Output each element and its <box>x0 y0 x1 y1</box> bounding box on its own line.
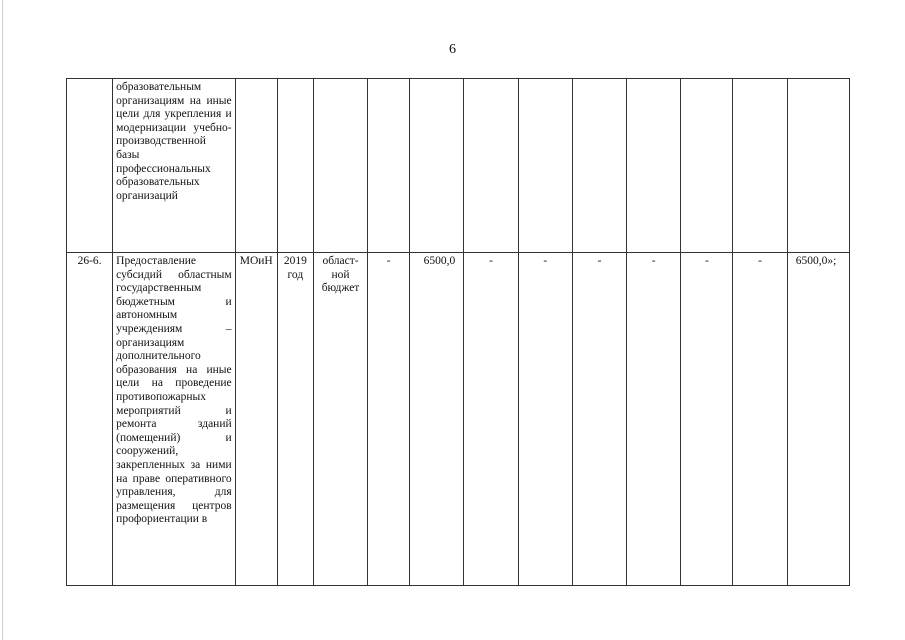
budget-table <box>66 78 850 586</box>
page-left-edge <box>2 0 3 640</box>
cell-year: 2019 год <box>277 253 313 586</box>
cell-year <box>277 79 313 253</box>
cell-col7: - <box>464 253 518 586</box>
cell-executor <box>235 79 277 253</box>
cell-executor: МОиН <box>235 253 277 586</box>
cell-num <box>67 79 113 253</box>
cell-col8 <box>518 79 572 253</box>
cell-description: Предоставление субсидий областным государственным бюджетным и автономным учреждениям – организациям дополнительного образования на иные цели на проведение противопожарных мероприятий и ремонта зданий (помещений) и сооружений, закрепленных за ними на праве оперативного управления, для размещения центров профориентации в <box>113 253 235 586</box>
table-row <box>67 253 850 586</box>
cell-col7 <box>464 79 518 253</box>
cell-col11: - <box>681 253 733 586</box>
cell-col8: - <box>518 253 572 586</box>
cell-col9: - <box>572 253 626 586</box>
cell-description: образовательным организациям на иные цели для укрепления и модернизации учебно-производственной базы профессиональных образовательных организаций <box>113 79 235 253</box>
cell-total <box>787 79 849 253</box>
cell-col12 <box>733 79 787 253</box>
cell-num: 26-6. <box>67 253 113 586</box>
cell-col11 <box>681 79 733 253</box>
cell-source: област-ной бюджет <box>313 253 367 586</box>
cell-total: 6500,0»; <box>787 253 849 586</box>
cell-col10 <box>627 79 681 253</box>
cell-col5 <box>368 79 410 253</box>
cell-col6: 6500,0 <box>410 253 464 586</box>
cell-col10: - <box>627 253 681 586</box>
cell-col5: - <box>368 253 410 586</box>
cell-source <box>313 79 367 253</box>
cell-col6 <box>410 79 464 253</box>
cell-col12: - <box>733 253 787 586</box>
table-row <box>67 79 850 253</box>
page-number: 6 <box>449 42 456 57</box>
cell-col9 <box>572 79 626 253</box>
